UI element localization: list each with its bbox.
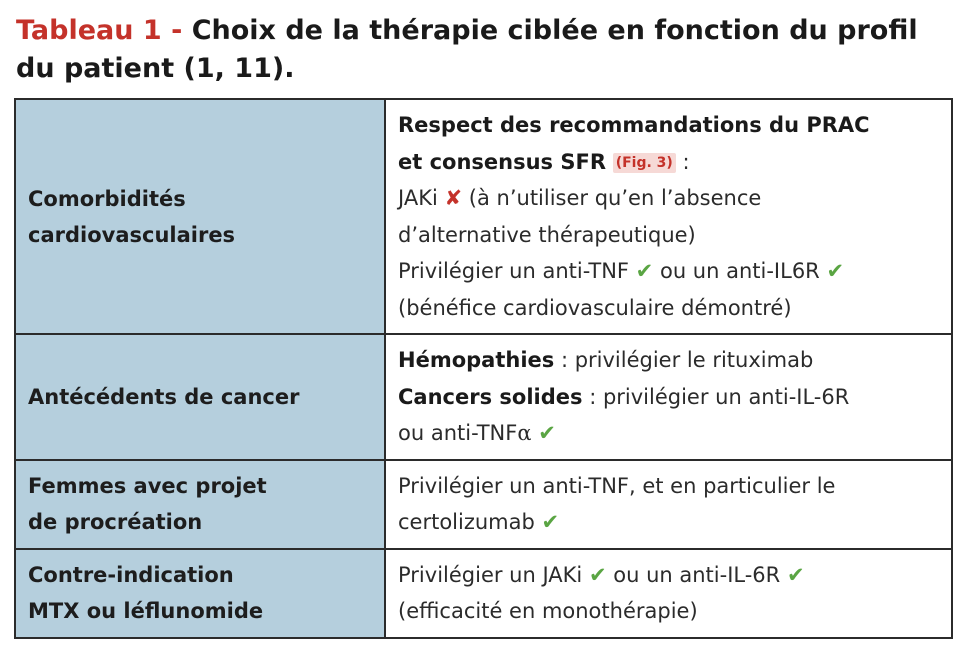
profile-label: Comorbidités xyxy=(28,186,186,211)
jaki-line xyxy=(398,180,939,217)
check-icon: ✔ xyxy=(826,259,845,283)
table-row xyxy=(15,99,952,334)
figure-reference: (Fig. 3) xyxy=(613,153,676,173)
prefer-jaki: Privilégier un JAKi xyxy=(398,562,583,587)
jaki-preference-line xyxy=(398,557,939,594)
solid-cancers-text: : privilégier un anti-IL-6R xyxy=(589,384,850,409)
prefer-anti-il6r: ou un anti-IL-6R xyxy=(613,562,781,587)
prefer-anti-il6r: ou un anti-IL6R xyxy=(659,259,820,283)
jaki-label: JAKi xyxy=(398,186,438,210)
heading-colon: : xyxy=(682,149,690,174)
certolizumab-text: certolizumab xyxy=(398,510,535,534)
profile-cell-pregnancy xyxy=(15,460,385,549)
alternative-line xyxy=(398,415,939,452)
table-row xyxy=(15,549,952,638)
profile-label: Femmes avec projet xyxy=(28,474,267,498)
profile-label: Antécédents de cancer xyxy=(28,384,300,409)
check-icon: ✔ xyxy=(635,259,654,283)
prac-heading-line2 xyxy=(398,144,939,181)
prefer-anti-tnf: Privilégier un anti-TNF xyxy=(398,259,629,283)
jaki-note-continued: d’alternative thérapeutique) xyxy=(398,222,696,247)
profile-cell-cancer xyxy=(15,334,385,460)
therapy-cell-comorbidities xyxy=(385,99,952,334)
check-icon: ✔ xyxy=(588,562,607,587)
therapy-cell-contraindication xyxy=(385,549,952,638)
hemopathies-text: : privilégier le rituximab xyxy=(560,348,814,372)
solid-cancers-line xyxy=(398,379,939,416)
monotherapy-note: (efficacité en monothérapie) xyxy=(398,599,698,623)
table-caption-title: Choix de la thérapie ciblée en fonction du profil du patient (1, 11). xyxy=(16,15,918,84)
cross-icon: ✘ xyxy=(444,186,463,210)
therapy-text: Privilégier un anti-TNF, et en particulier le xyxy=(398,473,836,498)
profile-label: Contre-indication xyxy=(28,563,234,587)
certolizumab-line xyxy=(398,504,939,541)
table-row xyxy=(15,334,952,460)
alternative-text: ou anti-TNF xyxy=(398,421,518,445)
jaki-note: (à n’utiliser qu’en l’absence xyxy=(468,186,762,210)
sfr-consensus-label: et consensus SFR xyxy=(398,149,607,174)
therapy-cell-pregnancy xyxy=(385,460,952,549)
table-row xyxy=(15,460,952,549)
profile-label: de procréation xyxy=(28,510,203,534)
prac-heading: Respect des recommandations du PRAC xyxy=(398,113,870,137)
check-icon: ✔ xyxy=(538,421,556,445)
profile-label: MTX ou léflunomide xyxy=(28,599,264,623)
therapy-table xyxy=(14,98,953,639)
alpha-symbol: α xyxy=(517,421,532,445)
benefit-note: (bénéfice cardiovasculaire démontré) xyxy=(398,295,792,320)
prefer-line xyxy=(398,253,939,290)
therapy-cell-cancer xyxy=(385,334,952,460)
table-caption xyxy=(16,12,936,88)
solid-cancers-label: Cancers solides xyxy=(398,384,583,409)
profile-cell-contraindication xyxy=(15,549,385,638)
check-icon: ✔ xyxy=(541,510,560,534)
check-icon: ✔ xyxy=(786,562,805,587)
profile-label: cardiovasculaires xyxy=(28,222,236,247)
hemopathies-line xyxy=(398,342,939,379)
hemopathies-label: Hémopathies xyxy=(398,348,555,372)
table-caption-label: Tableau 1 - xyxy=(16,15,183,46)
profile-cell-comorbidities xyxy=(15,99,385,334)
